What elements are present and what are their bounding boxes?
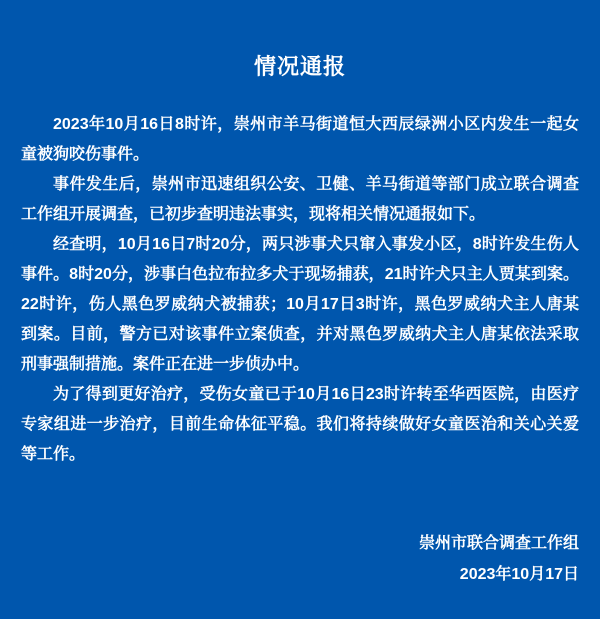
notice-body [21, 110, 579, 470]
notice-title: 情况通报 [253, 54, 346, 79]
signature-date: 2023年10月17日 [459, 566, 579, 583]
signature-org: 崇州市联合调查工作组 [418, 535, 579, 552]
notice-paragraph: 为了得到更好治疗，受伤女童已于10月16日23时许转至华西医院，由医疗专家组进一步治疗，目前生命体征平稳。我们将持续做好女童医治和关心关爱等工作。 [21, 386, 579, 463]
notice-paragraph: 事件发生后，崇州市迅速组织公安、卫健、羊马街道等部门成立联合调查工作组开展调查，已初步查明违法事实，现将相关情况通报如下。 [21, 176, 579, 223]
signature-block [21, 528, 579, 590]
notice-paragraph: 2023年10月16日8时许，崇州市羊马街道恒大西辰绿洲小区内发生一起女童被狗咬伤事件。 [21, 116, 579, 163]
notice-paragraph: 经查明，10月16日7时20分，两只涉事犬只窜入事发小区，8时许发生伤人事件。8时20分，涉事白色拉布拉多犬于现场捕获，21时许犬只主人贾某到案。22时许，伤人黑色罗威纳犬被捕获；10月17日3时许，黑色罗威纳犬主人唐某到案。目前，警方已对该事件立案侦查，并对黑色罗威纳犬主人唐某依法采取刑事强制措施。案件正在进一步侦办中。 [21, 236, 579, 373]
